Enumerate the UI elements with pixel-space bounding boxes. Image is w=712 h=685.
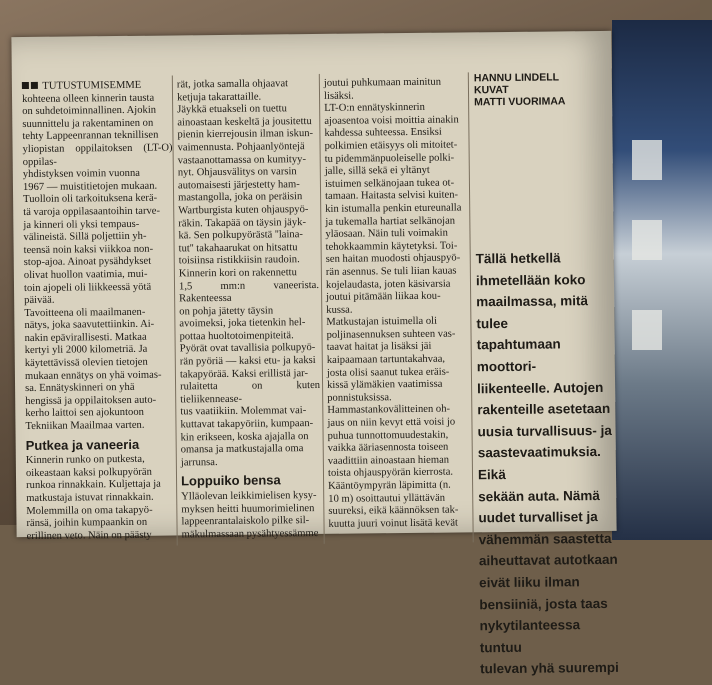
paragraph: Ylläolevan leikkimielisen kysy- myksen heitti huumorimielinen lappeenrantalaiskolo pilke sil- mäkulmassaan pysähtyessämme bbox=[181, 489, 319, 541]
byline bbox=[474, 71, 604, 108]
article-column-3 bbox=[324, 76, 469, 531]
paragraph: Kinnerin kori on rakennettu 1,5 mm:n vaneerista. Rakenteessa on pohja jätetty täysin avoimeksi, joka tietenkin hel- pottaa huoltotoimenpiteitä. Pyörät ovat tavallisia polkupyö- rän pyöriä — kaksi etu- ja kaksi takapyörää. Kaksi erillistä jar- rulaitetta on kuten tieliikennease- tus vaatiikiin. Molemmat vai- kuttavat takapyöriin, kumpaan- kin erikseen, koska ajajalla on omansa ja matkustajalla oma jarrunsa. bbox=[178, 267, 321, 469]
window-shape bbox=[632, 220, 662, 260]
paragraph: Jäykkä etuakseli on tuettu ainoastaan keskeltä ja jousitettu pienin kierrejousin ilman iskun- vaimennusta. Pohjaanlyöntejä vastaanottamassa on kumityy- nyt. Ohjausvälitys on varsin automaisesti järjestetty ham- mastangolla, joka on peräisin Wartburgista kuten ohjauspyö- räkin. Takapää on täysin jäyk- kä. Sen polkupyörästä ''laina- tut'' takahaarukat on hitsattu toisiinsa ristikkiisin raudoin. bbox=[177, 103, 314, 267]
subheading: Putkea ja vaneeria bbox=[25, 436, 140, 453]
photo-credit-label: KUVAT bbox=[473, 83, 509, 97]
window-shape bbox=[632, 310, 662, 350]
paragraph-text: kohteena olleen kinnerin tausta on suhdetoiminnallinen. Ajokin suunnittelu ja rakentaminen on tehty Lappeenrannan teknillisen yliopistan oppilaitoksen (LT-O) oppilas- yhdistyksen voimin vuonna 1967 — muistitietojen mukaan. Tuolloin oli tarkoituksena kerä- tä varoja oppilasaantoihin tarve- ja kinneri oli yksi tempaus- välineistä. Sillä poljettiin yh- teensä noin kaksi viikkoa non- stop-ajoa. Ainoat pysähdykset olivat huollon vaatimia, mui- toin ajopeli oli liikkeessä yötä päivää. bbox=[21, 92, 173, 307]
bullet-icon bbox=[31, 82, 38, 89]
paragraph: Tavoitteena oli maailmanen- nätys, joka saavutettiinkin. Ai- nakin epävirallisesti. Matkaa kertyi yli 2000 kilometriä. Ja käytettävissä olevien tietojen mukaan ennätys on yhä voimas- sa. Ennätyskinneri on yhä hengissä ja oppilaitoksen auto- kerho laittoi sen ajokuntoon Tekniikan Maailmaa varten. bbox=[24, 306, 162, 433]
lead-paragraph: Tällä hetkellä ihmetellään koko maailmassa, mitä tulee tapahtumaan moottori- liikenteelle. Autojen rakenteille asetetaan uusia turvallisuus- ja saastevaatimuksia. Eikä sekään auta. Nämä uudet turvalliset ja vähemmän saastetta aiheuttavat autotkaan eivät liiku ilman bensiiniä, josta taas nykytilanteessa tuntuu tulevan yhä suurempi bbox=[475, 250, 619, 677]
article-column-2 bbox=[177, 78, 322, 542]
paragraph: joutui puhkumaan mainitun lisäksi. bbox=[323, 76, 442, 102]
paragraph: rät, jotka samalla ohjaavat ketjuja takarattaille. bbox=[176, 78, 289, 104]
article-column-1 bbox=[22, 79, 177, 543]
facing-page-photo bbox=[612, 20, 712, 540]
paragraph: Matkustajan istuimella oli poljinasennuksen suhteen vas- taavat haitat ja lisäksi jäi kaipaamaan tartuntakahvaa, josta olisi saanut tukea eräis- kissä ylämäkien vaatimissa ponnistuksissa. bbox=[326, 315, 456, 404]
author-name: HANNU LINDELL bbox=[473, 71, 560, 85]
lead-word: TUTUSTUMISEMME bbox=[42, 79, 142, 92]
paragraph: Hammastankovälitteinen oh- jaus on niin kevyt että voisi jo puhua tunnottomuudestakin, vaikka ääriasennosta toiseen vaadittiin ainoastaan hieman toista ohjauspyörän kierrosta. Kääntöympyrän läpimitta (n. 10 m) osoittautui yllättävän suureksi, eikä käännöksen tak- kuutta juuri voinut lisätä kevät bbox=[327, 404, 459, 530]
paragraph bbox=[22, 79, 174, 307]
subheading: Loppuiko bensa bbox=[180, 472, 281, 489]
paragraph: LT-O:n ennätyskinnerin ajoasentoa voisi moittia ainakin kahdessa suhteessa. Ensiksi polkimien etäisyys oli mitoitet- tu pidemmänpuoleiselle polki- jalle, sillä sekä ei yltänyt istuimen selkänojaan tukea ot- tamaan. Haitasta selvisi kuiten- kin istumalla penkin etureunalla ja tukemalla hartiat selkänojan yläosaan. Näin tuli voimakin tehokkaammin käytetyksi. Toi- sen haitan muodosti ohjauspyö- rän asennus. Se tuli liian kauas kojelaudasta, joten käsivarsia joutui pitämään liikaa kou- kussa. bbox=[324, 102, 462, 316]
column-rule bbox=[468, 72, 474, 542]
paragraph: Kinnerin runko on putkesta, oikeastaan kaksi polkupyörän runkoa rinnakkain. Kuljettaja ja matkustaja istuvat rinnakkain. Molemmilla on oma takapyö- ränsä, joihin kumpaankin on erillinen veto. Näin on päästy bbox=[25, 454, 161, 542]
bullet-icon bbox=[22, 82, 29, 89]
magazine-page bbox=[11, 31, 619, 677]
window-shape bbox=[632, 140, 662, 180]
photographer-name: MATTI VUORIMAA bbox=[474, 95, 566, 109]
